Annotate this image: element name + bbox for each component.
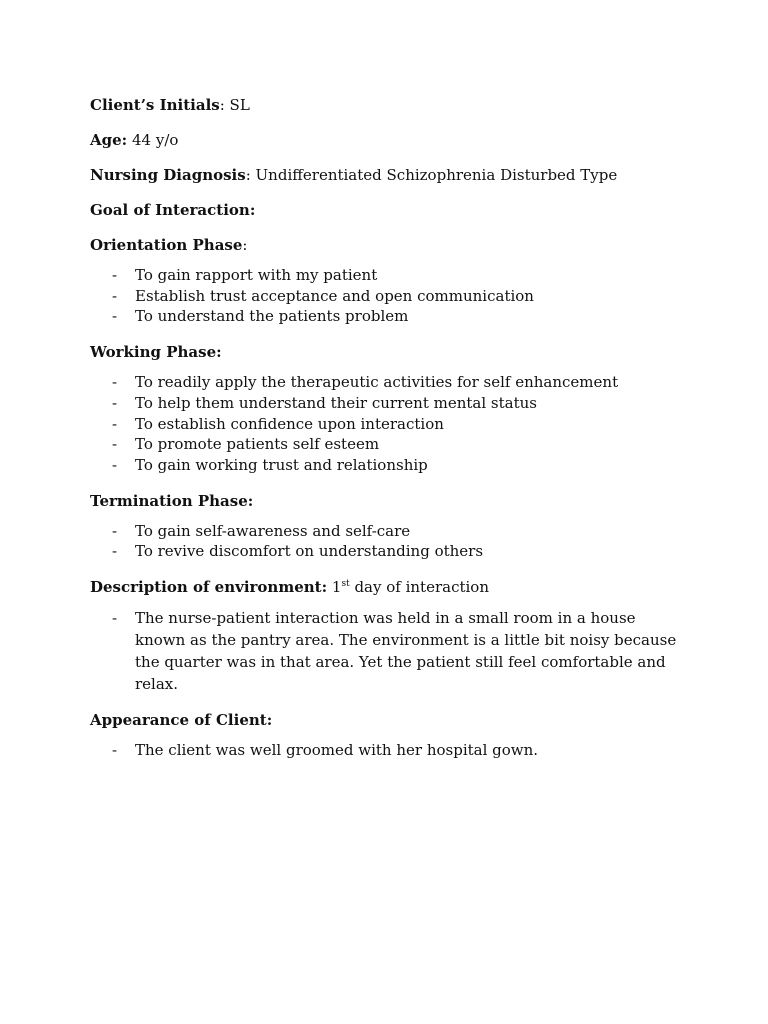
- list-item: [90, 607, 690, 695]
- nursing-diagnosis-label: Nursing Diagnosis: [90, 166, 246, 184]
- orientation-heading: [90, 235, 690, 255]
- dash-bullet: -: [112, 521, 118, 540]
- dash-bullet: -: [112, 373, 118, 392]
- environment-day-text: day of interaction: [349, 578, 489, 597]
- dash-bullet: -: [112, 435, 118, 454]
- termination-label: Termination Phase:: [90, 491, 254, 510]
- termination-list: [90, 521, 690, 562]
- list-item-text: The client was well groomed with her hospital gown.: [135, 741, 539, 760]
- list-item: [90, 521, 690, 542]
- dash-bullet: -: [112, 307, 118, 326]
- age-label: Age:: [90, 131, 128, 149]
- termination-heading: [90, 491, 690, 511]
- dash-bullet: -: [112, 455, 118, 474]
- dash-bullet: -: [112, 286, 118, 305]
- working-heading: [90, 342, 690, 362]
- list-item: [90, 434, 690, 455]
- orientation-label: Orientation Phase: [90, 236, 243, 254]
- list-item-text: To revive discomfort on understanding others: [135, 542, 484, 561]
- environment-day-suffix: st: [341, 579, 350, 590]
- age-value: 44 y/o: [127, 131, 179, 149]
- environment-day-number: 1: [327, 578, 342, 597]
- nursing-diagnosis-line: [90, 165, 690, 185]
- appearance-label: Appearance of Client:: [90, 711, 273, 730]
- appearance-list: [90, 740, 690, 761]
- list-item-text: To gain working trust and relationship: [135, 455, 428, 474]
- dash-bullet: -: [112, 741, 118, 760]
- orientation-sep: :: [242, 236, 248, 254]
- list-item: [90, 414, 690, 435]
- client-initials-line: [90, 95, 690, 115]
- goal-heading: [90, 200, 690, 220]
- list-item-text: To promote patients self esteem: [135, 435, 380, 454]
- working-label: Working Phase:: [90, 343, 222, 362]
- list-item: [90, 306, 690, 327]
- list-item-text: The nurse-patient interaction was held in a small room in a house known as the pantry area. The environment is a little bit noisy because the quarter was in that area. Yet the patient still feel comfortable and relax.: [135, 609, 677, 694]
- dash-bullet: -: [112, 414, 118, 433]
- client-initials-label: Client’s Initials: [90, 96, 220, 114]
- list-item: [90, 393, 690, 414]
- age-line: [90, 130, 690, 150]
- list-item: [90, 740, 690, 761]
- list-item-text: To gain self-awareness and self-care: [135, 521, 411, 540]
- dash-bullet: -: [112, 609, 118, 628]
- appearance-heading: [90, 710, 690, 730]
- list-item-text: To gain rapport with my patient: [135, 266, 378, 284]
- client-initials-value: SL: [224, 96, 250, 114]
- goal-heading-label: Goal of Interaction:: [90, 201, 256, 219]
- environment-label: Description of environment:: [90, 578, 328, 597]
- orientation-list: [90, 265, 690, 327]
- working-list: [90, 372, 690, 476]
- list-item-text: Establish trust acceptance and open communication: [135, 286, 534, 305]
- list-item: [90, 286, 690, 307]
- list-item: [90, 455, 690, 476]
- list-item-text: To help them understand their current mental status: [135, 393, 537, 412]
- list-item: [90, 372, 690, 393]
- list-item-text: To establish confidence upon interaction: [135, 414, 444, 433]
- nursing-diagnosis-value: Undifferentiated Schizophrenia Disturbed Type: [250, 166, 618, 184]
- environment-heading: [90, 577, 690, 597]
- client-initials-sep: :: [219, 96, 225, 114]
- list-item-text: To readily apply the therapeutic activities for self enhancement: [135, 373, 619, 392]
- dash-bullet: -: [112, 393, 118, 412]
- list-item: [90, 265, 690, 286]
- dash-bullet: -: [112, 266, 118, 284]
- environment-list: [90, 607, 690, 695]
- list-item: [90, 541, 690, 562]
- dash-bullet: -: [112, 542, 118, 561]
- list-item-text: To understand the patients problem: [135, 307, 409, 326]
- document-body: [90, 95, 690, 776]
- nursing-diagnosis-sep: :: [245, 166, 251, 184]
